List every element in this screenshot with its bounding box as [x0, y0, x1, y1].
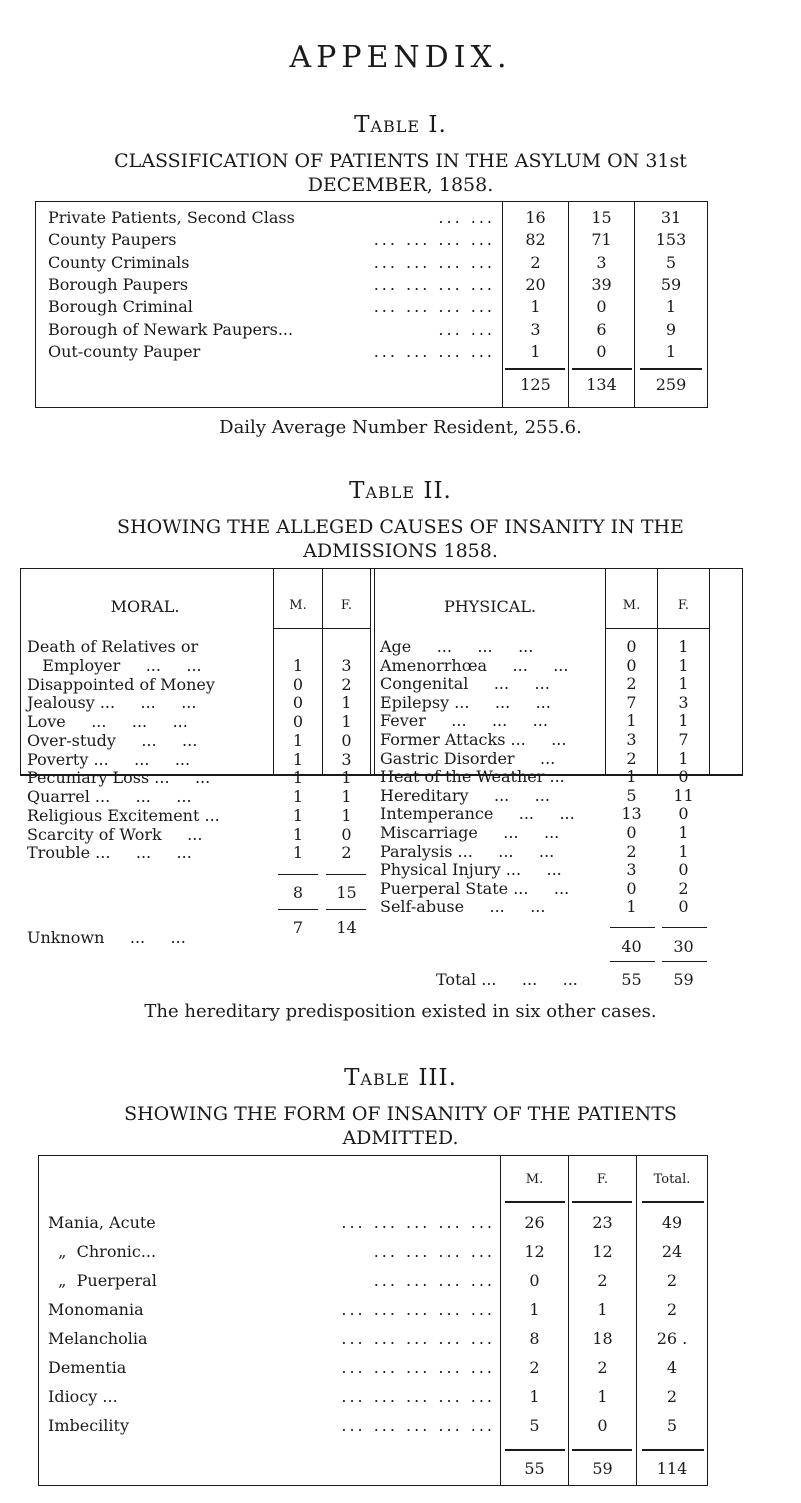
table3-row-dots: ... ... ... ...	[373, 1242, 495, 1261]
physical-row-f: 0	[678, 860, 689, 880]
moral-row-m: 1	[292, 787, 304, 806]
moral-row-label: Quarrel ... ... ...	[27, 787, 192, 806]
moral-row-m: 1	[292, 749, 304, 769]
unknown-f: 14	[336, 918, 357, 937]
physical-subtotal-f: 30	[673, 937, 694, 956]
table1-row-f: 71	[591, 230, 612, 250]
moral-row-m: 1	[292, 730, 304, 750]
physical-total-label: Total ... ... ...	[436, 970, 578, 989]
moral-row-label: Disappointed of Money	[27, 674, 215, 694]
moral-row-label: Death of Relatives or	[27, 637, 199, 656]
physical-row-label: Gastric Disorder ...	[380, 748, 556, 768]
physical-row-m: 0	[626, 878, 637, 898]
moral-row-f: 3	[341, 655, 352, 675]
table1-row-label: Private Patients, Second Class	[48, 208, 295, 227]
physical-row-m: 1	[626, 897, 637, 917]
physical-m-header: M.	[622, 598, 641, 613]
physical-row-m: 3	[626, 730, 637, 749]
table1-row-dots: ... ... ... ...	[373, 341, 495, 361]
table3-row-f: 1	[597, 1387, 608, 1406]
physical-row-f: 7	[678, 730, 689, 749]
physical-row-m: 1	[626, 767, 637, 787]
moral-row-label: Over-study ... ...	[27, 730, 198, 750]
table1-row-m: 1	[530, 341, 541, 361]
moral-row-m: 0	[292, 693, 304, 713]
unknown-label: Unknown ... ...	[27, 928, 186, 947]
physical-row-m: 2	[626, 841, 637, 861]
physical-row-m: 5	[626, 785, 637, 805]
moral-header: MORAL.	[110, 597, 180, 616]
table2-title: Table II.	[349, 478, 452, 504]
table1-row-total: 5	[665, 252, 677, 272]
physical-row-m: 0	[626, 823, 637, 842]
table3-row-total: 2	[666, 1271, 678, 1290]
table3-row-dots: ... ... ... ... ...	[341, 1387, 495, 1406]
table3-row-total: 4	[666, 1358, 678, 1377]
table1-row-total: 9	[665, 319, 677, 339]
table1-row-total: 1	[665, 341, 677, 361]
table3-f-header: F.	[596, 1172, 609, 1187]
table3-row-label: Dementia	[48, 1358, 127, 1377]
table3-row-label: „ Chronic...	[48, 1242, 157, 1261]
physical-row-f: 0	[678, 897, 689, 917]
appendix-heading: APPENDIX.	[289, 40, 512, 75]
table1-row-f: 39	[591, 274, 612, 294]
physical-row-f: 1	[678, 655, 689, 675]
moral-row-m: 0	[292, 674, 304, 694]
table3-row-total: 49	[661, 1213, 683, 1232]
table3-row-m: 1	[529, 1300, 540, 1319]
table3-row-total: 24	[661, 1242, 683, 1261]
table3-row-f: 12	[592, 1242, 613, 1261]
table1-row-f: 0	[596, 341, 607, 361]
moral-row-f: 1	[341, 787, 352, 806]
physical-row-label: Former Attacks ... ...	[380, 730, 567, 749]
table1-note: Daily Average Number Resident, 255.6.	[219, 417, 582, 438]
physical-row-m: 0	[626, 655, 637, 675]
physical-row-f: 3	[678, 692, 689, 712]
table3-row-label: Imbecility	[48, 1416, 129, 1435]
physical-row-m: 7	[626, 692, 637, 712]
table1-row-dots: ... ... ... ...	[373, 297, 495, 317]
moral-row-f: 3	[341, 749, 352, 769]
table1-row-f: 0	[596, 297, 607, 317]
table3-row-dots: ... ... ... ... ...	[341, 1358, 495, 1377]
table3-row-label: Idiocy ...	[48, 1387, 118, 1406]
table1-row-dots: ... ... ... ...	[373, 252, 495, 272]
moral-row-label: Pecuniary Loss ... ...	[27, 768, 211, 788]
table3-total-t: 114	[656, 1459, 688, 1478]
physical-row-f: 2	[678, 878, 689, 898]
physical-row-f: 1	[678, 637, 689, 656]
physical-row-f: 1	[678, 674, 689, 694]
physical-row-label: Fever ... ... ...	[380, 711, 548, 731]
table1-row-label: Borough Criminal	[48, 297, 193, 317]
table1-row-m: 20	[525, 274, 546, 294]
table3-row-m: 8	[529, 1329, 540, 1348]
physical-row-m: 1	[626, 711, 637, 731]
moral-row-f: 2	[341, 843, 352, 863]
physical-row-m: 2	[626, 674, 637, 694]
moral-row-label: Scarcity of Work ...	[27, 824, 203, 844]
moral-row-f: 2	[341, 674, 352, 694]
physical-row-label: Epilepsy ... ... ...	[380, 692, 551, 712]
table1-row-dots: ... ...	[438, 319, 495, 339]
table1-row-total: 153	[655, 230, 687, 250]
table3-row-dots: ... ... ... ...	[373, 1271, 495, 1290]
table3-row-f: 2	[597, 1271, 608, 1290]
table3-row-m: 0	[529, 1271, 540, 1290]
table1-row-label: Out-county Pauper	[48, 341, 201, 361]
table1-total-f: 134	[586, 375, 617, 394]
table3-row-f: 23	[592, 1213, 613, 1232]
physical-row-m: 0	[626, 637, 637, 656]
physical-row-f: 1	[678, 748, 689, 768]
table1-row-m: 3	[530, 319, 541, 339]
table3-caption-line2: ADMITTED.	[342, 1127, 459, 1149]
table1-row-total: 1	[665, 297, 677, 317]
physical-row-label: Congenital ... ...	[380, 674, 550, 694]
table3-row-total: 5	[666, 1416, 678, 1435]
physical-row-label: Physical Injury ... ...	[380, 860, 562, 880]
moral-row-label: Employer ... ...	[27, 655, 202, 675]
moral-row-f: 1	[341, 693, 352, 713]
table2-caption-line1: SHOWING THE ALLEGED CAUSES OF INSANITY IN THE	[117, 516, 684, 538]
table3-row-dots: ... ... ... ... ...	[341, 1300, 495, 1319]
table2-caption-line2: ADMISSIONS 1858.	[303, 540, 498, 562]
moral-f-header: F.	[340, 598, 353, 613]
table3-caption-line1: SHOWING THE FORM OF INSANITY OF THE PATIENTS	[124, 1103, 677, 1125]
table1-row-f: 3	[596, 252, 607, 272]
table1-row-m: 2	[530, 252, 541, 272]
moral-row-f: 0	[341, 824, 352, 844]
table1-row-m: 82	[525, 230, 546, 250]
moral-subtotal-m: 8	[292, 883, 304, 902]
table3-row-m: 12	[524, 1242, 545, 1261]
table3-row-f: 18	[592, 1329, 613, 1348]
physical-row-f: 1	[678, 841, 689, 861]
table3-row-label: „ Puerperal	[48, 1271, 157, 1290]
moral-row-m: 1	[292, 655, 304, 675]
table2-note: The hereditary predisposition existed in six other cases.	[144, 1001, 657, 1022]
table1-caption-line2: DECEMBER, 1858.	[307, 174, 494, 196]
physical-total-f: 59	[673, 970, 694, 989]
physical-row-f: 0	[678, 804, 689, 824]
table3-row-f: 1	[597, 1300, 608, 1319]
table3-row-total: 26 .	[656, 1329, 688, 1348]
physical-row-label: Puerperal State ... ...	[380, 878, 570, 898]
table1-row-label: County Paupers	[48, 230, 177, 250]
physical-row-m: 13	[621, 804, 642, 824]
moral-row-f: 0	[341, 730, 352, 750]
moral-row-m: 1	[292, 768, 304, 788]
physical-row-m: 3	[626, 860, 637, 880]
moral-row-m: 1	[292, 805, 304, 825]
moral-row-label: Trouble ... ... ...	[27, 843, 192, 863]
table3-row-f: 0	[597, 1416, 608, 1435]
moral-row-m: 1	[292, 843, 304, 863]
table3-row-label: Melancholia	[48, 1329, 148, 1348]
table1-title: Table I.	[354, 112, 447, 138]
moral-row-m: 1	[292, 824, 304, 844]
physical-row-label: Miscarriage ... ...	[380, 823, 560, 842]
physical-row-m: 2	[626, 748, 637, 768]
table1-total-m: 125	[520, 375, 551, 394]
physical-row-label: Age ... ... ...	[380, 637, 534, 656]
physical-row-label: Hereditary ... ...	[380, 785, 550, 805]
physical-total-m: 55	[621, 970, 642, 989]
moral-m-header: M.	[289, 598, 307, 613]
table3-row-dots: ... ... ... ... ...	[341, 1416, 495, 1435]
physical-f-header: F.	[677, 598, 690, 613]
moral-subtotal-f: 15	[336, 883, 357, 902]
table1-row-dots: ... ... ... ...	[373, 274, 495, 294]
physical-row-label: Amenorrhœa ... ...	[380, 655, 569, 675]
physical-row-label: Heat of the Weather ...	[380, 767, 565, 787]
table1-row-f: 15	[591, 208, 612, 227]
physical-row-f: 0	[678, 767, 689, 787]
physical-row-label: Intemperance ... ...	[380, 804, 575, 824]
table3-row-dots: ... ... ... ... ...	[341, 1329, 495, 1348]
moral-row-f: 1	[341, 768, 352, 788]
table1-row-m: 16	[525, 208, 546, 227]
physical-row-f: 11	[673, 785, 694, 805]
table3-row-m: 26	[524, 1213, 545, 1232]
physical-row-f: 1	[678, 823, 689, 842]
moral-row-f: 1	[341, 805, 352, 825]
table1-row-m: 1	[530, 297, 541, 317]
moral-row-label: Religious Excitement ...	[27, 805, 220, 825]
physical-subtotal-m: 40	[621, 937, 642, 956]
unknown-m: 7	[292, 918, 304, 937]
table1-row-label: County Criminals	[48, 252, 190, 272]
table3-row-label: Mania, Acute	[48, 1213, 156, 1232]
table1-caption-line1: CLASSIFICATION OF PATIENTS IN THE ASYLUM ON 31st	[114, 150, 687, 172]
table3-row-total: 2	[666, 1387, 678, 1406]
table1-row-f: 6	[596, 319, 607, 339]
table3-row-m: 2	[529, 1358, 540, 1377]
physical-row-label: Self-abuse ... ...	[380, 897, 546, 917]
moral-row-label: Jealousy ... ... ...	[27, 693, 197, 713]
table1-row-label: Borough Paupers	[48, 274, 189, 294]
table3-total-header: Total.	[653, 1172, 691, 1187]
table3-total-f: 59	[592, 1459, 613, 1478]
moral-row-label: Poverty ... ... ...	[27, 749, 191, 769]
table1-row-label: Borough of Newark Paupers...	[48, 319, 294, 339]
moral-row-f: 1	[341, 712, 352, 731]
physical-row-label: Paralysis ... ... ...	[380, 841, 555, 861]
table3-row-label: Monomania	[48, 1300, 144, 1319]
table1-row-total: 31	[660, 208, 682, 227]
table3-row-total: 2	[666, 1300, 678, 1319]
physical-header: PHYSICAL.	[443, 597, 537, 616]
table1-total-t: 259	[655, 375, 687, 394]
table3-row-m: 1	[529, 1387, 540, 1406]
table1-row-dots: ... ...	[438, 208, 495, 227]
table3-row-m: 5	[529, 1416, 540, 1435]
table3-m-header: M.	[525, 1172, 544, 1187]
table1-row-dots: ... ... ... ...	[373, 230, 495, 250]
physical-row-f: 1	[678, 711, 689, 731]
table3-total-m: 55	[524, 1459, 545, 1478]
table3-row-f: 2	[597, 1358, 608, 1377]
moral-row-label: Love ... ... ...	[27, 712, 188, 731]
table3-title: Table III.	[344, 1065, 457, 1091]
moral-row-m: 0	[292, 712, 304, 731]
table3-row-dots: ... ... ... ... ...	[341, 1213, 495, 1232]
table1-row-total: 59	[660, 274, 682, 294]
